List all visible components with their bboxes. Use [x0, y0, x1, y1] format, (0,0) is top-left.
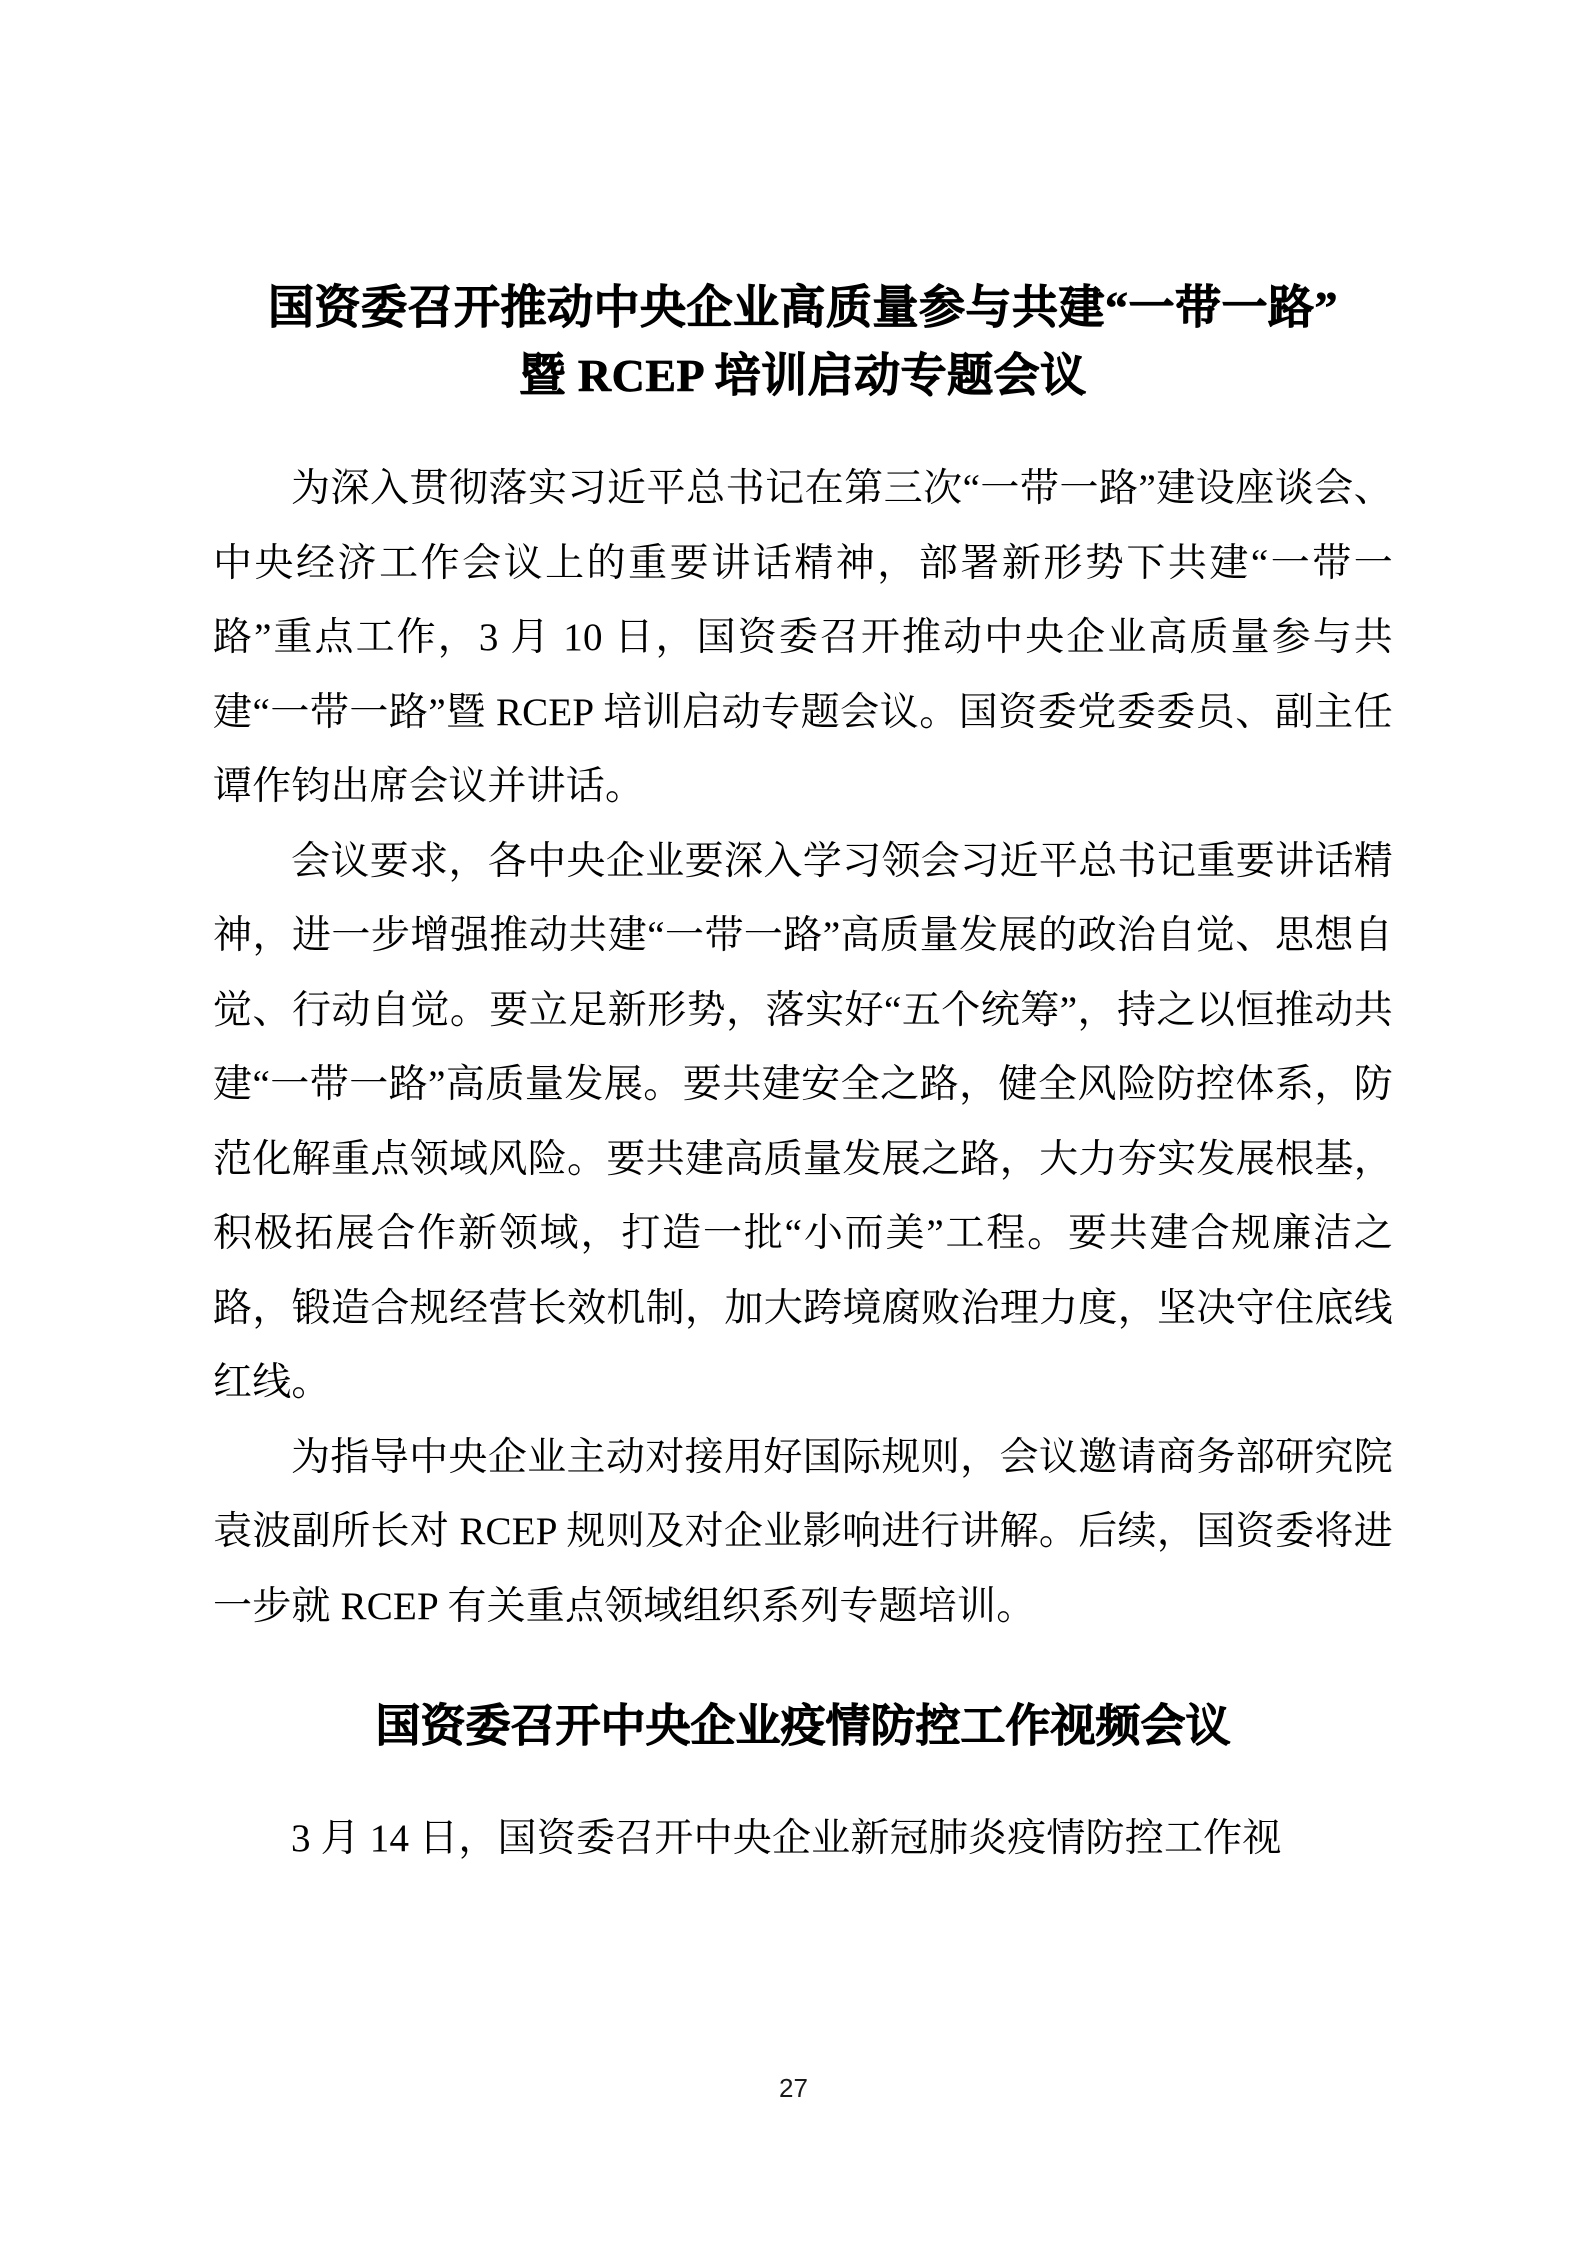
- document-title-line-2: 暨 RCEP 培训启动专题会议: [519, 350, 1087, 401]
- spacer-body-section: [213, 1644, 1393, 1696]
- document-title-line-1: 国资委召开推动中央企业高质量参与共建“一带一路”: [268, 282, 1338, 333]
- page-content: [213, 0, 1393, 1877]
- page-number: 27: [779, 2073, 808, 2103]
- spacer-title-body: [213, 410, 1393, 452]
- section-heading: 国资委召开中央企业疫情防控工作视频会议: [375, 1701, 1231, 1751]
- body-paragraph-2: 会议要求，各中央企业要深入学习领会习近平总书记重要讲话精神，进一步增强推动共建“一带一路”高质量发展的政治自觉、思想自觉、行动自觉。要立足新形势，落实好“五个统筹”，持之以恒推动共建“一带一路”高质量发展。要共建安全之路，健全风险防控体系，防范化解重点领域风险。要共建高质量发展之路，大力夯实发展根基，积极拓展合作新领域，打造一批“小而美”工程。要共建合规廉洁之路，锻造合规经营长效机制，加大跨境腐败治理力度，坚决守住底线红线。: [213, 839, 1393, 1404]
- section-body-paragraph: 3 月 14 日，国资委召开中央企业新冠肺炎疫情防控工作视: [291, 1817, 1282, 1860]
- document-title: [213, 0, 1393, 410]
- body-paragraph-1: 为深入贯彻落实习近平总书记在第三次“一带一路”建设座谈会、中央经济工作会议上的重要讲话精神，部署新形势下共建“一带一路”重点工作，3 月 10 日，国资委召开推动中央企业高质量参与共建“一带一路”暨 RCEP 培训启动专题会议。国资委党委委员、副主任谭作钧出席会议并讲话。: [213, 467, 1393, 808]
- body-paragraph-3: 为指导中央企业主动对接用好国际规则，会议邀请商务部研究院袁波副所长对 RCEP 规则及对企业影响进行讲解。后续，国资委将进一步就 RCEP 有关重点领域组织系列专题培训。: [213, 1435, 1393, 1628]
- spacer-section-body: [213, 1756, 1393, 1802]
